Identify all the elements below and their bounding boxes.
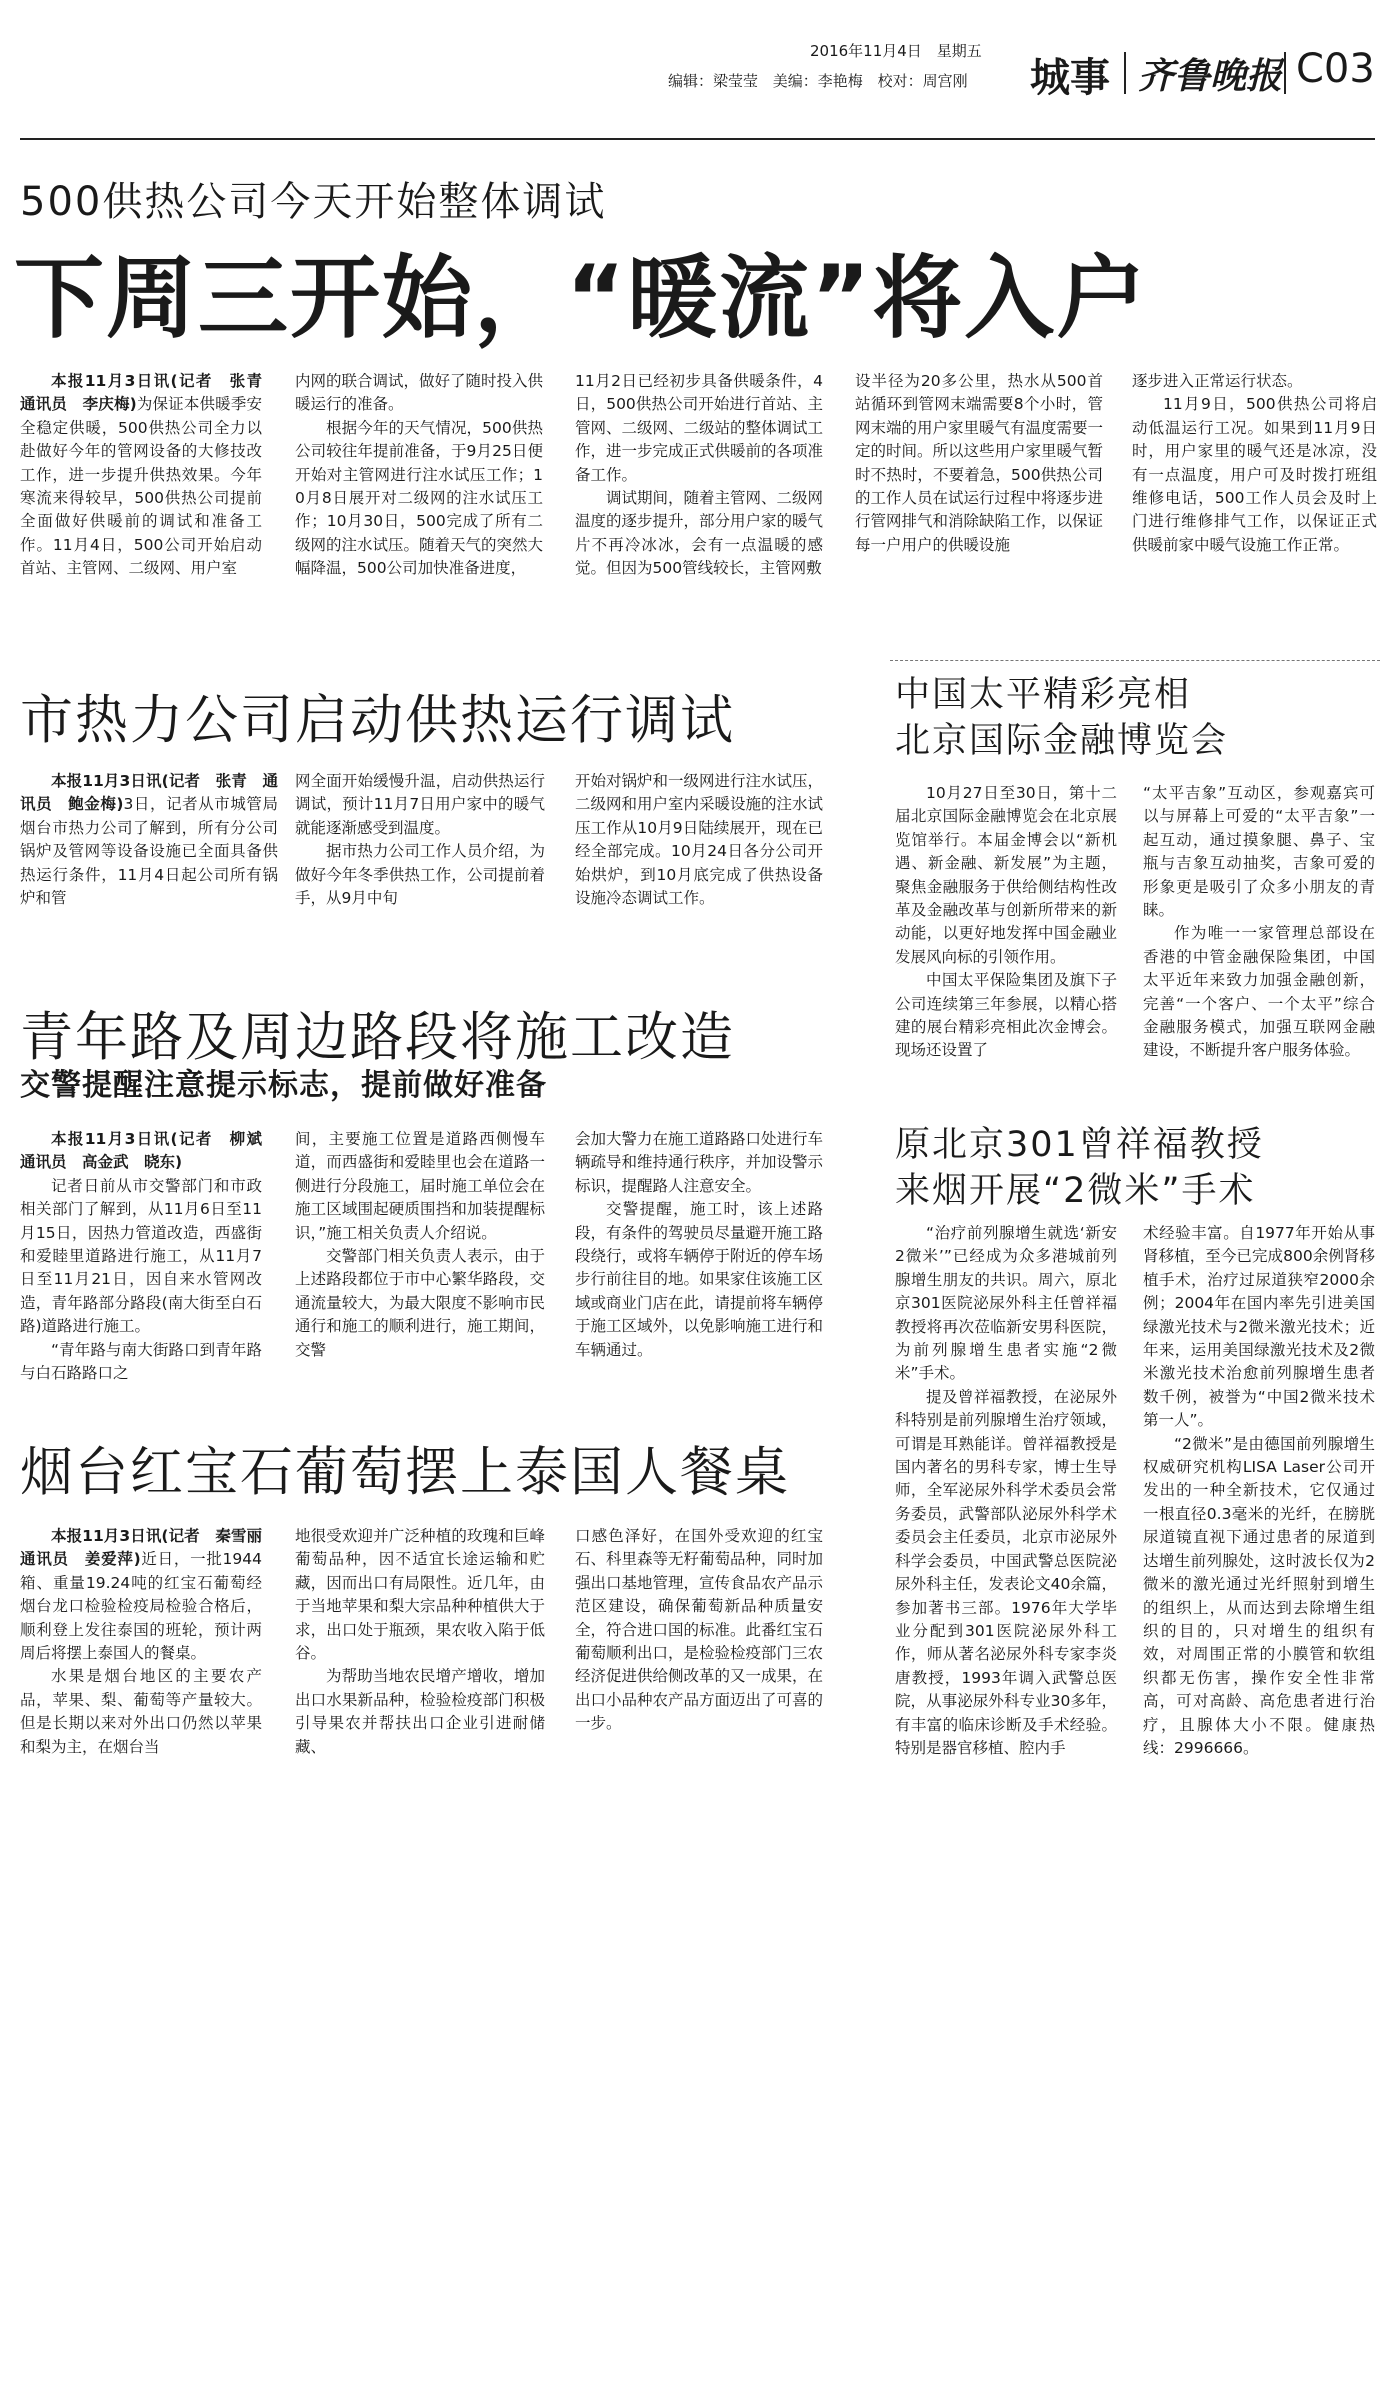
article2-column-1 [20, 770, 278, 940]
article6-text-1b: 提及曾祥福教授，在泌尿外科特别是前列腺增生治疗领域，可谓是耳熟能详。曾祥福教授是国内著名的男科专家，博士生导师，全军泌尿外科学术委员会常务委员，武警部队泌尿外科学术委员会主任委员，北京市泌尿外科学会委员，中国武警总医院泌尿外科主任，发表论文40余篇，参加著书三部。1976年大学毕业分配到301医院泌尿外科工作，师从著名泌尿外科专家李炎唐教授，1993年调入武警总医院，从事泌尿外科专业30多年，有丰富的临床诊断及手术经验。特别是器官移植、腔内手 [895, 1387, 1117, 1757]
section-name: 城事 [1030, 55, 1110, 101]
article4-text-3: 口感色泽好，在国外受欢迎的红宝石、科里森等无籽葡萄品种，同时加强出口基地管理，宣传食品农产品示范区建设，确保葡萄新品种质量安全，符合进口国的标准。此番红宝石葡萄顺利出口，是检验检疫部门三农经济促进供给侧改革的又一成果，在出口小品种农产品方面迈出了可喜的一步。 [575, 1527, 824, 1733]
article3-column-3 [575, 1128, 823, 1378]
article5-text-1a: 10月27日至30日，第十二届北京国际金融博览会在北京展览馆举行。本届金博会以“新机遇、新金融、新发展”为主题，聚焦金融服务于供给侧结构性改革及金融改革与创新所带来的新动能，以更好地发挥中国金融业发展风向标的引领作用。 [895, 784, 1117, 966]
article1-column-1 [20, 370, 278, 605]
article1-text-2a: 内网的联合调试，做好了随时投入供暖运行的准备。 [295, 372, 544, 414]
article5-headline [895, 672, 1228, 764]
article6-column-2 [1143, 1222, 1375, 1822]
article1-column-3 [575, 370, 823, 605]
article2-text-3: 开始对锅炉和一级网进行注水试压，二级网和用户室内采暖设施的注水试压工作从10月9日陆续展开，现在已经全部完成。10月24日各分公司开始烘炉，到10月底完成了供热设备设施冷态调试工作。 [575, 772, 824, 908]
article3-subhead: 交警提醒注意提示标志，提前做好准备 [20, 1068, 547, 1103]
article2-text-1: 3日，记者从市城管局烟台市热力公司了解到，所有分公司锅炉及管网等设备设施已全面具备供热运行条件，11月4日起公司所有锅炉和管 [20, 795, 278, 908]
article2-text-2b: 据市热力公司工作人员介绍，为做好今年冬季供热工作，公司提前着手，从9月中旬 [295, 842, 545, 908]
article3-text-2b: 交警部门相关负责人表示，由于上述路段都位于市中心繁华路段，交通流量较大，为最大限度不影响市民通行和施工的顺利进行，施工期间，交警 [295, 1247, 545, 1359]
art-editor-credit: 美编：李艳梅 [772, 72, 863, 90]
proofreader-credit: 校对：周宫刚 [877, 72, 968, 90]
article1-text-1: 为保证本供暖季安全稳定供暖，500供热公司全力以赴做好今年的管网设备的大修技改工作，进一步提升供热效果。今年寒流来得较早，500供热公司提前全面做好供暖前的调试和准备工作。11月4日，500公司开始启动首站、主管网、二级网、用户室 [20, 395, 262, 578]
article3-text-3a: 会加大警力在施工道路路口处进行车辆疏导和维持通行秩序，并加设警示标识，提醒路人注意安全。 [575, 1130, 824, 1195]
page-number: C03 [1296, 46, 1375, 92]
article5-headline-line1: 中国太平精彩亮相 [895, 675, 1192, 715]
article2-byline: 本报11月3日讯(记者 张青 通讯员 鲍金梅) [20, 772, 278, 814]
header-rule [20, 138, 1375, 140]
article1-kicker: 500供热公司今天开始整体调试 [20, 179, 607, 225]
article5-text-2b: 作为唯一一家管理总部设在香港的中管金融保险集团，中国太平近年来致力加强金融创新，完善“一个客户、一个太平”综合金融服务模式，加强互联网金融建设，不断提升客户服务体验。 [1143, 924, 1375, 1060]
article1-column-5 [1132, 370, 1377, 605]
article5-text-2a: “太平吉象”互动区，参观嘉宾可以与屏幕上可爱的“太平吉象”一起互动，通过摸象腿、鼻子、宝瓶与吉象互动抽奖，吉象可爱的形象更是吸引了众多小朋友的青睐。 [1143, 784, 1375, 920]
editorial-credits [668, 70, 978, 91]
article1-headline: 下周三开始，“暖流”将入户 [14, 246, 1149, 351]
article4-text-2a: 地很受欢迎并广泛种植的玫瑰和巨峰葡萄品种，因不适宜长途运输和贮藏，因而出口有局限性。近几年，由于当地苹果和梨大宗品种种植供大于求，出口处于瓶颈，果农收入陷于低谷。 [295, 1527, 545, 1663]
issue-date: 2016年11月4日 星期五 [810, 42, 982, 60]
article6-column-1 [895, 1222, 1117, 1822]
article6-text-2a: 术经验丰富。自1977年开始从事肾移植，至今已完成800余例肾移植手术，治疗过尿道狭窄2000余例；2004年在国内率先引进美国绿激光技术与2微米激光技术；近年来，运用美国绿激光技术及2微米激光技术治愈前列腺增生患者数千例，被誉为“中国2微米技术第一人”。 [1143, 1224, 1375, 1430]
article1-text-4: 设半径为20多公里，热水从500首站循环到管网末端需要8个小时，管网末端的用户家里暖气有温度需要一定的时间。所以这些用户家里暖气暂时不热时，不要着急，500供热公司的工作人员在试运行过程中将逐步进行管网排气和消除缺陷工作，以保证每一户用户的供暖设施 [855, 372, 1104, 554]
article6-text-2b: “2微米”是由德国前列腺增生权威研究机构LISA Laser公司开发出的一种全新技术，它仅通过一根直径0.3毫米的光纤，在膀胱尿道镜直视下通过患者的尿道到达增生前列腺处，这时波长仅为2微米的激光通过光纤照射到增生的组织上，从而达到去除增生组织的目的，只对增生的组织有效，对周围正常的小膜管和软组织都无伤害，操作安全性非常高，可对高龄、高危患者进行治疗，且腺体大小不限。健康热线：2996666。 [1143, 1434, 1375, 1757]
article3-text-1a: 记者日前从市交警部门和市政相关部门了解到，从11月6日至11月15日，因热力管道改造，西盛街和爱睦里道路进行施工，从11月7日至11月21日，因自来水管网改造，青年路部分路段(南大街至白石路)道路进行施工。 [20, 1176, 262, 1336]
article6-headline [895, 1122, 1264, 1214]
article6-text-1a: “治疗前列腺增生就选‘新安2微米’”已经成为众多港城前列腺增生朋友的共识。周六，原北京301医院泌尿外科主任曾祥福教授将再次莅临新安男科医院，为前列腺增生患者实施“2微米”手术。 [895, 1224, 1117, 1383]
article2-text-2a: 网全面开始缓慢升温，启动供热运行调试，预计11月7日用户家中的暖气就能逐渐感受到温度。 [295, 772, 545, 837]
article3-text-2a: 间，主要施工位置是道路西侧慢车道，而西盛街和爱睦里也会在道路一侧进行分段施工，届时施工单位会在施工区域围起硬质围挡和加装提醒标识，”施工相关负责人介绍说。 [295, 1130, 545, 1242]
article6-headline-line1: 原北京301曾祥福教授 [895, 1125, 1264, 1165]
header-divider [1124, 52, 1126, 94]
article2-column-3 [575, 770, 823, 940]
article3-byline: 本报11月3日讯(记者 柳斌 通讯员 高金武 晓东) [20, 1130, 278, 1172]
article4-column-3 [575, 1525, 823, 1775]
article4-headline: 烟台红宝石葡萄摆上泰国人餐桌 [20, 1442, 790, 1503]
article4-column-1 [20, 1525, 278, 1775]
article1-text-2b: 根据今年的天气情况，500供热公司较往年提前准备，于9月25日便开始对主管网进行注水试压工作；10月8日展开对二级网的注水试压工作；10月30日，500完成了所有二级网的注水试压。随着天气的突然大幅降温，500公司加快准备进度， [295, 418, 544, 578]
article4-text-2b: 为帮助当地农民增产增收，增加出口水果新品种，检验检疫部门积极引导果农并帮扶出口企业引进耐储藏、 [295, 1667, 545, 1756]
article1-column-4 [855, 370, 1103, 605]
article1-text-3b: 调试期间，随着主管网、二级网温度的逐步提升，部分用户家的暖气片不再冷冰冰，会有一点温暖的感觉。但因为500管线较长，主管网敷 [575, 489, 824, 578]
article3-column-2 [295, 1128, 545, 1378]
section-divider [890, 660, 1380, 661]
article4-byline: 本报11月3日讯(记者 秦雪丽 通讯员 姜爱萍) [20, 1527, 278, 1569]
article1-text-5b: 11月9日，500供热公司将启动低温运行工况。如果到11月9日时，用户家里的暖气还是冰凉，没有一点温度，用户可及时拨打班组维修电话，500工作人员会及时上门进行维修排气工作，以保证正式供暖前家中暖气设施工作正常。 [1132, 395, 1377, 554]
article5-headline-line2: 北京国际金融博览会 [895, 721, 1229, 762]
article3-text-1b: “青年路与南大街路口到青年路与白石路路口之 [20, 1340, 262, 1383]
header-divider [1284, 52, 1286, 94]
article5-column-1 [895, 782, 1117, 1077]
article1-byline: 本报11月3日讯(记者 张青 通讯员 李庆梅) [20, 372, 278, 414]
newspaper-logo: 齐鲁晚报 [1138, 55, 1283, 97]
article4-text-1b: 水果是烟台地区的主要农产品，苹果、梨、葡萄等产量较大。但是长期以来对外出口仍然以苹果和梨为主，在烟台当 [20, 1667, 262, 1756]
article4-text-1a: 近日，一批1944箱、重量19.24吨的红宝石葡萄经烟台龙口检验检疫局检验合格后，顺利登上发往泰国的班轮，预计两周后将摆上泰国人的餐桌。 [20, 1550, 262, 1663]
article5-text-1b: 中国太平保险集团及旗下子公司连续第三年参展，以精心搭建的展台精彩亮相此次金博会。现场还设置了 [895, 971, 1117, 1060]
article2-column-2 [295, 770, 545, 940]
editor-credit: 编辑：梁莹莹 [668, 72, 759, 90]
article4-column-2 [295, 1525, 545, 1775]
article3-column-1 [20, 1128, 278, 1383]
article3-headline: 青年路及周边路段将施工改造 [20, 1007, 735, 1068]
article5-column-2 [1143, 782, 1375, 1077]
article2-headline: 市热力公司启动供热运行调试 [20, 690, 735, 751]
article1-text-3a: 11月2日已经初步具备供暖条件，4日，500供热公司开始进行首站、主管网、二级网、二级站的整体调试工作，进一步完成正式供暖前的各项准备工作。 [575, 372, 824, 484]
article1-column-2 [295, 370, 543, 605]
article1-text-5a: 逐步进入正常运行状态。 [1132, 372, 1303, 390]
article3-text-3b: 交警提醒，施工时，该上述路段，有条件的驾驶员尽量避开施工路段绕行，或将车辆停于附近的停车场步行前往目的地。如果家住该施工区域或商业门店在此，请提前将车辆停于施工区域外，以免影响施工进行和车辆通过。 [575, 1200, 824, 1359]
article6-headline-line2: 来烟开展“2微米”手术 [895, 1171, 1256, 1212]
